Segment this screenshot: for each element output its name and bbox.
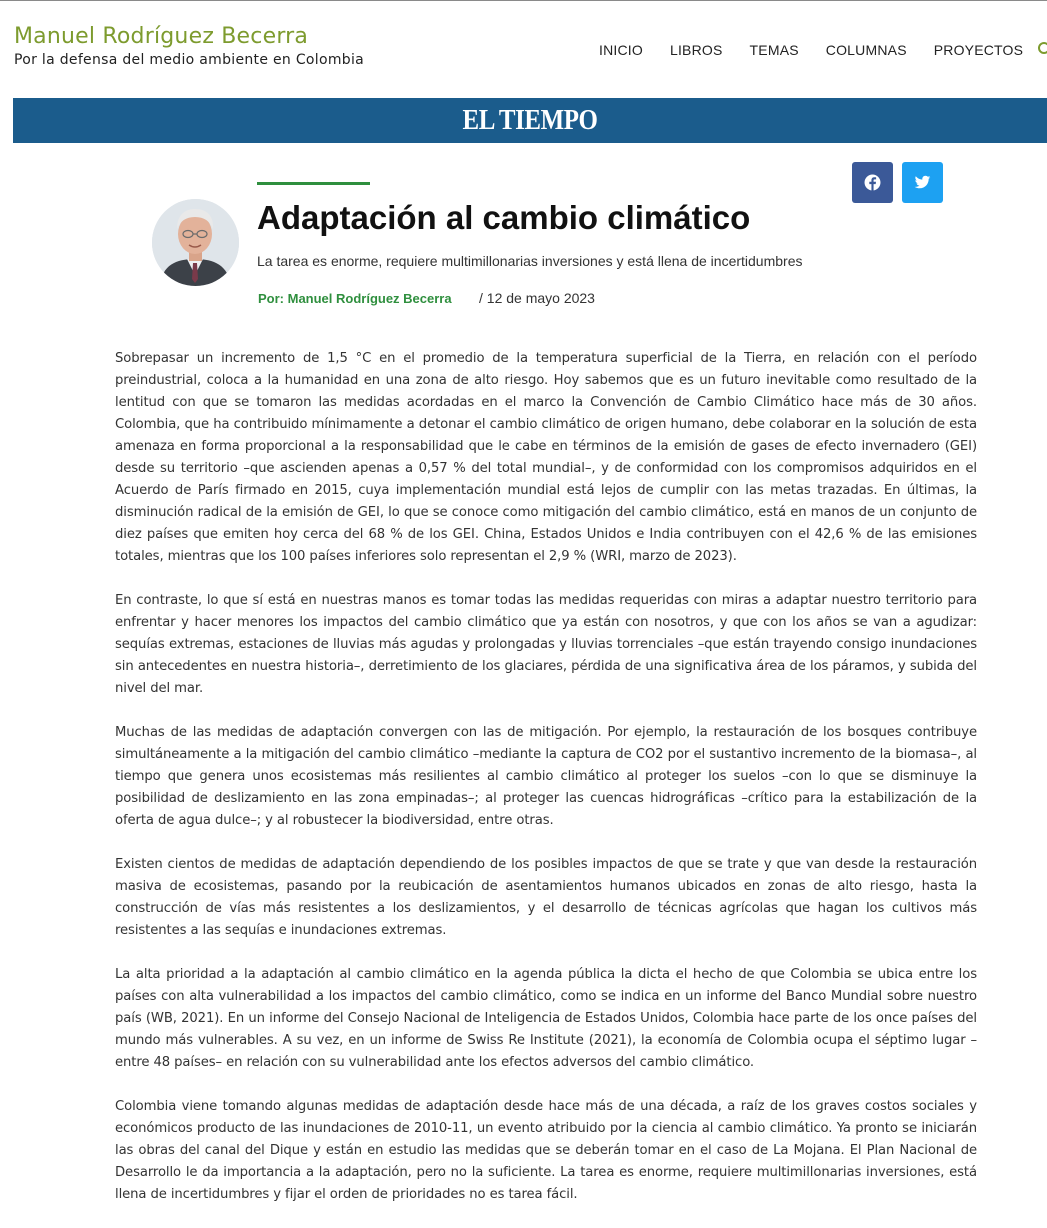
nav-item-libros[interactable]: LIBROS <box>669 42 723 58</box>
facebook-icon <box>864 174 881 191</box>
site-name[interactable]: Manuel Rodríguez Becerra <box>14 24 309 49</box>
article-paragraph: Muchas de las medidas de adaptación convergen con las de mitigación. Por ejemplo, la restauración de los bosques contribuye simultáneamente a la mitigación del cambio climático –mediante la captura de CO2 por el sustantivo incremento de la biomasa–, al tiempo que genera unos ecosistemas más resilientes al cambio climático al proteger los suelos –con lo que se disminuye la posibilidad de deslizamiento en las zona empinadas–; al proteger las cuencas hidrográficas –crítico para la estabilización de la oferta de agua dulce–; y al robustecer la biodiversidad, entre otras. <box>115 725 977 828</box>
article-paragraph: Sobrepasar un incremento de 1,5 °C en el promedio de la temperatura superficial de la Tierra, en relación con el período preindustrial, coloca a la humanidad en una zona de alto riesgo. Hoy sabemos que es un futuro inevitable como resultado de la lentitud con que se tomaron las medidas acordadas en el marco la Convención de Cambio Climático hace más de 30 años. Colombia, que ha contribuido mínimamente a detonar el cambio climático de origen humano, debe colaborar en la solución de esta amenaza en forma proporcional a la responsabilidad que le cabe en términos de la emisión de gases de efecto invernadero (GEI) desde su territorio –que ascienden apenas a 0,57 % del total mundial–, y de conformidad con los compromisos adquiridos en el Acuerdo de París firmado en 2015, cuya implementación mundial está lejos de cumplir con las metas trazadas. En últimas, la disminución radical de la emisión de GEI, lo que se conoce como mitigación del cambio climático, está en manos de un conjunto de diez países que emiten hoy cerca del 68 % de los GEI. China, Estados Unidos e India contribuyen con el 42,6 % de las emisiones totales, mientras que los 100 países inferiores solo representan el 2,9 % (WRI, marzo de 2023). <box>115 351 977 564</box>
article-body <box>115 348 977 1228</box>
nav-item-inicio[interactable]: INICIO <box>599 42 643 58</box>
newspaper-banner <box>13 98 1047 143</box>
title-accent-rule <box>257 182 370 185</box>
nav-item-temas[interactable]: TEMAS <box>749 42 799 58</box>
twitter-icon <box>914 174 931 191</box>
article-subtitle: La tarea es enorme, requiere multimillonarias inversiones y está llena de incertidumbres <box>257 253 803 269</box>
el-tiempo-logo: EL TIEMPO <box>462 104 598 136</box>
nav-item-proyectos[interactable]: PROYECTOS <box>933 42 1024 58</box>
facebook-share-button[interactable] <box>852 162 893 203</box>
article-paragraph: Existen cientos de medidas de adaptación dependiendo de los posibles impactos de que se trate y que van desde la restauración masiva de ecosistemas, pasando por la reubicación de asentamientos humanos ubicados en zonas de alto riesgo, hasta la construcción de vías más resistentes a los deslizamientos, y el desarrollo de técnicas agrícolas que hagan los cultivos más resistentes a las sequías e inundaciones extremas. <box>115 857 977 938</box>
site-brand[interactable] <box>14 24 364 68</box>
article-paragraph: Colombia viene tomando algunas medidas de adaptación desde hace más de una década, a raíz de los graves costos sociales y económicos producto de las inundaciones de 2010-11, un evento atribuido por la ciencia al cambio climático. Ya pronto se iniciarán las obras del canal del Dique y están en estudio las medidas que se deberán tomar en el caso de La Mojana. El Plan Nacional de Desarrollo le da importancia a la adaptación, pero no la suficiente. La tarea es enorme, requiere multimillonarias inversiones, está llena de incertidumbres y fijar el orden de prioridades no es tarea fácil. <box>115 1099 977 1202</box>
nav-item-columnas[interactable]: COLUMNAS <box>825 42 907 58</box>
author-byline[interactable]: Por: Manuel Rodríguez Becerra <box>258 291 452 306</box>
twitter-share-button[interactable] <box>902 162 943 203</box>
article-title: Adaptación al cambio climático <box>257 199 751 236</box>
article-paragraph: La alta prioridad a la adaptación al cambio climático en la agenda pública la dicta el hecho de que Colombia se ubica entre los países con alta vulnerabilidad a los impactos del cambio climático, como se indica en un informe del Banco Mundial sobre nuestro país (WB, 2021). En un informe del Consejo Nacional de Inteligencia de Estados Unidos, Colombia hace parte de los once países del mundo más vulnerables. A su vez, en un informe de Swiss Re Institute (2021), la economía de Colombia ocupa el séptimo lugar –entre 48 países– en relación con su vulnerabilidad ante los efectos adversos del cambio climático. <box>115 967 977 1070</box>
main-nav <box>599 42 1047 58</box>
search-icon[interactable] <box>1037 41 1047 57</box>
article-paragraph: En contraste, lo que sí está en nuestras manos es tomar todas las medidas requeridas con miras a adaptar nuestro territorio para enfrentar y hacer menores los impactos del cambio climático que ya están con nosotros, y que con los años se van a agudizar: sequías extremas, estaciones de lluvias más agudas y prolongadas y lluvias torrenciales –que están trayendo consigo inundaciones sin antecedentes en nuestra historia–, derretimiento de los glaciares, pérdida de una significativa área de los páramos, y subida del nivel del mar. <box>115 593 977 696</box>
author-portrait <box>152 199 239 286</box>
author-avatar <box>152 199 239 286</box>
site-tagline: Por la defensa del medio ambiente en Colombia <box>14 52 365 68</box>
publish-date: / 12 de mayo 2023 <box>479 290 595 306</box>
top-border <box>0 0 1047 1</box>
